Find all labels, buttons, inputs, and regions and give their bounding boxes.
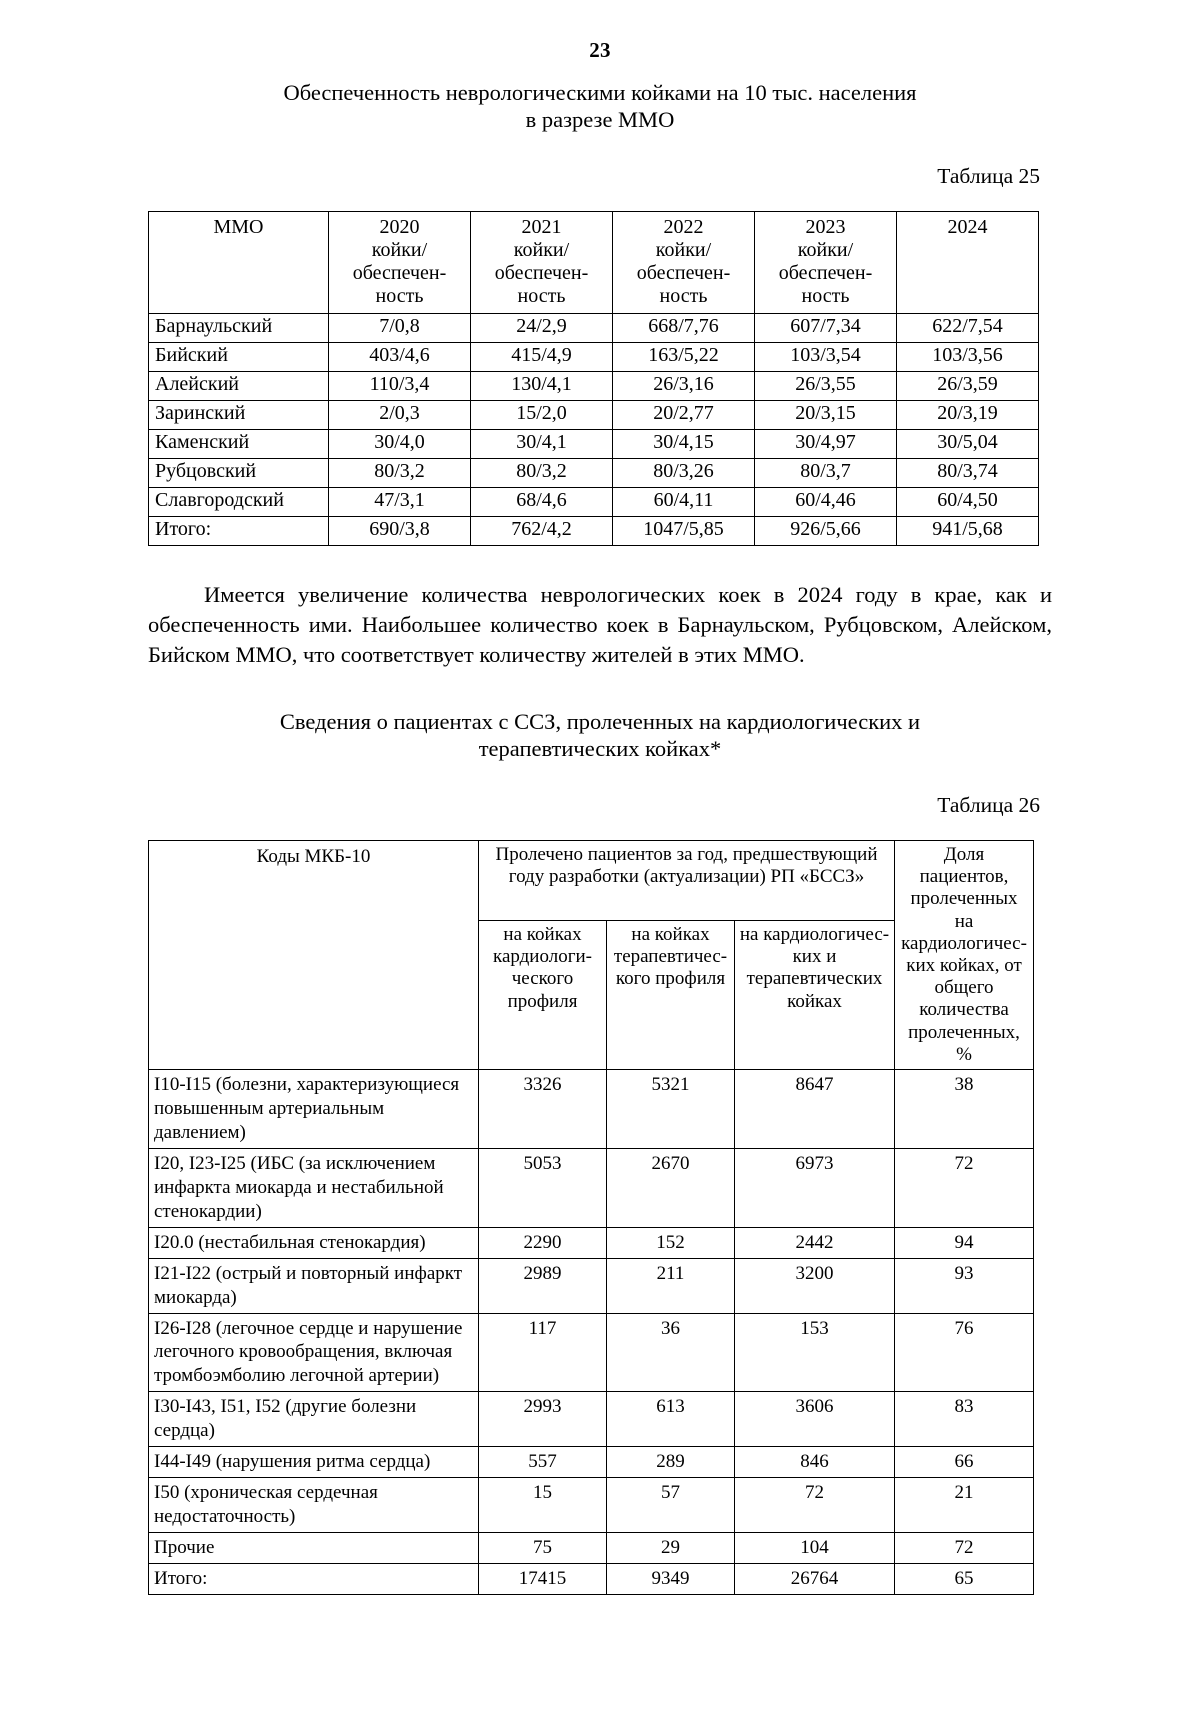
cell-cardio: 3326 xyxy=(479,1070,607,1149)
cell-cardio: 2989 xyxy=(479,1258,607,1313)
cell-2024: 20/3,19 xyxy=(897,400,1039,429)
table26-col-cardio: на койках кардиологи-ческого профиля xyxy=(479,920,607,1069)
row-label: I20.0 (нестабильная стенокардия) xyxy=(149,1227,479,1258)
table26-header-row-1 xyxy=(149,840,1034,920)
table26-body xyxy=(149,1070,1034,1595)
row-label: I10-I15 (болезни, характеризующиеся повышенным артериальным давлением) xyxy=(149,1070,479,1149)
sub-line-3: ность xyxy=(801,285,850,308)
cell-therapy: 613 xyxy=(607,1392,735,1447)
cell-both: 8647 xyxy=(735,1070,895,1149)
sub-line-1: койки/ xyxy=(371,239,428,262)
sub-line-2: обеспечен- xyxy=(636,262,731,285)
cell-2021: 415/4,9 xyxy=(471,342,613,371)
cell-therapy: 152 xyxy=(607,1227,735,1258)
row-label: Итого: xyxy=(149,516,329,545)
cell-both: 26764 xyxy=(735,1563,895,1594)
cell-both: 153 xyxy=(735,1313,895,1392)
cell-2021: 68/4,6 xyxy=(471,487,613,516)
cell-2023: 103/3,54 xyxy=(755,342,897,371)
cell-cardio: 2290 xyxy=(479,1227,607,1258)
table-row xyxy=(149,1447,1034,1478)
cell-2024: 941/5,68 xyxy=(897,516,1039,545)
cell-share: 93 xyxy=(895,1258,1034,1313)
cell-both: 104 xyxy=(735,1533,895,1564)
table26-col-therapy: на койках терапевтичес-кого профиля xyxy=(607,920,735,1069)
cell-2024: 26/3,59 xyxy=(897,371,1039,400)
table-row xyxy=(149,371,1039,400)
page-title xyxy=(0,79,1200,134)
table25-header-row xyxy=(149,211,1039,313)
sub-line-3: ность xyxy=(517,285,566,308)
cell-2021: 24/2,9 xyxy=(471,313,613,342)
cell-2023: 26/3,55 xyxy=(755,371,897,400)
cell-therapy: 2670 xyxy=(607,1148,735,1227)
row-label: I26-I28 (легочное сердце и нарушение легочного кровообращения, включая тромбоэмболию легочной артерии) xyxy=(149,1313,479,1392)
cell-2021: 80/3,2 xyxy=(471,458,613,487)
cell-both: 2442 xyxy=(735,1227,895,1258)
row-label: Барнаульский xyxy=(149,313,329,342)
table-row xyxy=(149,429,1039,458)
sub-line-2: обеспечен- xyxy=(352,262,447,285)
page-title-line2: в разрезе ММО xyxy=(525,107,675,133)
cell-2022: 80/3,26 xyxy=(613,458,755,487)
row-label: Каменский xyxy=(149,429,329,458)
row-label: I50 (хроническая сердечная недостаточность) xyxy=(149,1478,479,1533)
cell-2021: 130/4,1 xyxy=(471,371,613,400)
cell-share: 38 xyxy=(895,1070,1034,1149)
cell-2020: 403/4,6 xyxy=(329,342,471,371)
cell-2020: 30/4,0 xyxy=(329,429,471,458)
table25-col-2023 xyxy=(755,211,897,313)
cell-2024: 60/4,50 xyxy=(897,487,1039,516)
cell-therapy: 36 xyxy=(607,1313,735,1392)
table26-caption: Таблица 26 xyxy=(937,792,1040,817)
cell-cardio: 117 xyxy=(479,1313,607,1392)
row-label: Бийский xyxy=(149,342,329,371)
row-label: I44-I49 (нарушения ритма сердца) xyxy=(149,1447,479,1478)
cell-2023: 607/7,34 xyxy=(755,313,897,342)
table25-wrapper xyxy=(0,211,1200,546)
cell-2023: 80/3,7 xyxy=(755,458,897,487)
table-row xyxy=(149,1313,1034,1392)
table26-col-both: на кардиологичес-ких и терапевтических койках xyxy=(735,920,895,1069)
table-row xyxy=(149,1258,1034,1313)
cell-2022: 30/4,15 xyxy=(613,429,755,458)
table-row xyxy=(149,1227,1034,1258)
table25-col-2021 xyxy=(471,211,613,313)
cell-2023: 30/4,97 xyxy=(755,429,897,458)
cell-cardio: 557 xyxy=(479,1447,607,1478)
section-heading-line2: терапевтических койках* xyxy=(478,736,722,762)
table-row xyxy=(149,400,1039,429)
cell-both: 3200 xyxy=(735,1258,895,1313)
table-row xyxy=(149,1148,1034,1227)
cell-2021: 30/4,1 xyxy=(471,429,613,458)
row-label: Прочие xyxy=(149,1533,479,1564)
cell-2024: 30/5,04 xyxy=(897,429,1039,458)
table-row xyxy=(149,1392,1034,1447)
body-paragraph: Имеется увеличение количества неврологических коек в 2024 году в крае, как и обеспеченность ими. Наибольшее количество коек в Барнаульском, Рубцовском, Алейском, Бийском ММО, что соответствует количеству жителей в этих ММО. xyxy=(148,581,1052,667)
row-label: Итого: xyxy=(149,1563,479,1594)
table25-head xyxy=(149,211,1039,313)
cell-therapy: 29 xyxy=(607,1533,735,1564)
row-label: I30-I43, I51, I52 (другие болезни сердца) xyxy=(149,1392,479,1447)
cell-share: 66 xyxy=(895,1447,1034,1478)
table25-col-2022 xyxy=(613,211,755,313)
row-label: I20, I23-I25 (ИБС (за исключением инфаркта миокарда и нестабильной стенокардии) xyxy=(149,1148,479,1227)
sub-line-2: обеспечен- xyxy=(494,262,589,285)
table25-body xyxy=(149,313,1039,545)
cell-both: 846 xyxy=(735,1447,895,1478)
cell-cardio: 75 xyxy=(479,1533,607,1564)
sub-line-1: койки/ xyxy=(655,239,712,262)
row-label: Заринский xyxy=(149,400,329,429)
sub-line-3: ность xyxy=(659,285,708,308)
table-row-total xyxy=(149,1563,1034,1594)
cell-2020: 110/3,4 xyxy=(329,371,471,400)
section-heading-line1: Сведения о пациентах с ССЗ, пролеченных на кардиологических и xyxy=(279,709,921,735)
cell-share: 65 xyxy=(895,1563,1034,1594)
cell-share: 72 xyxy=(895,1533,1034,1564)
sub-line-1: койки/ xyxy=(513,239,570,262)
table-beds-by-mmo xyxy=(148,211,1039,546)
cell-share: 94 xyxy=(895,1227,1034,1258)
cell-2022: 1047/5,85 xyxy=(613,516,755,545)
year-label: 2022 xyxy=(663,215,704,238)
cell-both: 72 xyxy=(735,1478,895,1533)
cell-share: 72 xyxy=(895,1148,1034,1227)
table-row xyxy=(149,458,1039,487)
cell-2023: 926/5,66 xyxy=(755,516,897,545)
table25-col-2024 xyxy=(897,211,1039,313)
cell-2022: 20/2,77 xyxy=(613,400,755,429)
table26-wrapper xyxy=(0,840,1200,1595)
table25-caption: Таблица 25 xyxy=(937,163,1040,188)
row-label: I21-I22 (острый и повторный инфаркт миокарда) xyxy=(149,1258,479,1313)
cell-2020: 47/3,1 xyxy=(329,487,471,516)
cell-share: 83 xyxy=(895,1392,1034,1447)
cell-both: 3606 xyxy=(735,1392,895,1447)
cell-2023: 20/3,15 xyxy=(755,400,897,429)
year-label: 2024 xyxy=(947,215,988,238)
table-row xyxy=(149,1070,1034,1149)
cell-cardio: 5053 xyxy=(479,1148,607,1227)
cell-2022: 668/7,76 xyxy=(613,313,755,342)
cell-therapy: 57 xyxy=(607,1478,735,1533)
cell-both: 6973 xyxy=(735,1148,895,1227)
cell-share: 21 xyxy=(895,1478,1034,1533)
cell-2022: 60/4,11 xyxy=(613,487,755,516)
cell-2021: 15/2,0 xyxy=(471,400,613,429)
cell-2024: 622/7,54 xyxy=(897,313,1039,342)
table-row xyxy=(149,1533,1034,1564)
cell-cardio: 17415 xyxy=(479,1563,607,1594)
page-number: 23 xyxy=(589,38,611,62)
year-label: 2023 xyxy=(805,215,846,238)
cell-share: 76 xyxy=(895,1313,1034,1392)
table25-col-2020 xyxy=(329,211,471,313)
table-row xyxy=(149,1478,1034,1533)
year-label: 2020 xyxy=(379,215,420,238)
cell-2024: 80/3,74 xyxy=(897,458,1039,487)
cell-therapy: 9349 xyxy=(607,1563,735,1594)
row-label: Рубцовский xyxy=(149,458,329,487)
cell-2020: 7/0,8 xyxy=(329,313,471,342)
table26-col-codes: Коды МКБ-10 xyxy=(149,840,479,1069)
table26-col-group: Пролечено пациентов за год, предшествующий году разработки (актуализации) РП «БССЗ» xyxy=(479,840,895,920)
cell-therapy: 289 xyxy=(607,1447,735,1478)
sub-line-3: ность xyxy=(375,285,424,308)
cell-therapy: 5321 xyxy=(607,1070,735,1149)
sub-line-2: обеспечен- xyxy=(778,262,873,285)
year-label: 2021 xyxy=(521,215,562,238)
table-row xyxy=(149,313,1039,342)
page-title-line1: Обеспеченность неврологическими койками на 10 тыс. населения xyxy=(283,80,917,105)
table26-col-share: Доля пациентов, пролеченных на кардиологичес-ких койках, от общего количества пролеченных, % xyxy=(895,840,1034,1069)
cell-2021: 762/4,2 xyxy=(471,516,613,545)
cell-2020: 80/3,2 xyxy=(329,458,471,487)
table-row xyxy=(149,487,1039,516)
table-row xyxy=(149,342,1039,371)
cell-2020: 690/3,8 xyxy=(329,516,471,545)
table25-col-mmo: ММО xyxy=(149,211,329,313)
cell-2020: 2/0,3 xyxy=(329,400,471,429)
sub-line-1: койки/ xyxy=(797,239,854,262)
cell-2024: 103/3,56 xyxy=(897,342,1039,371)
cell-2023: 60/4,46 xyxy=(755,487,897,516)
table-ssz-patients xyxy=(148,840,1034,1595)
row-label: Славгородский xyxy=(149,487,329,516)
row-label: Алейский xyxy=(149,371,329,400)
document-page xyxy=(0,38,1200,1734)
table-row-total xyxy=(149,516,1039,545)
cell-cardio: 2993 xyxy=(479,1392,607,1447)
table26-head xyxy=(149,840,1034,1069)
section-heading xyxy=(0,708,1200,763)
cell-2022: 163/5,22 xyxy=(613,342,755,371)
cell-cardio: 15 xyxy=(479,1478,607,1533)
cell-2022: 26/3,16 xyxy=(613,371,755,400)
cell-therapy: 211 xyxy=(607,1258,735,1313)
